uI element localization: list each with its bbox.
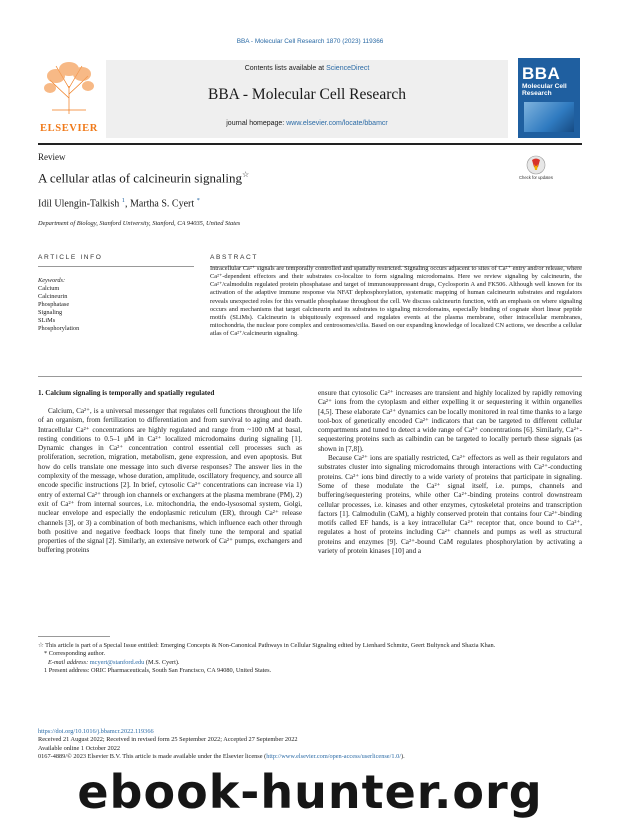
check-for-updates-label: Check for updates (519, 175, 553, 180)
license-line (38, 753, 582, 761)
license-prefix: 0167-4889/© 2023 Elsevier B.V. This article is made available under the Elsevier license ( (38, 752, 267, 760)
author-name[interactable]: Martha S. Cyert (129, 198, 195, 210)
special-issue-footnote: ☆ This article is part of a Special Issue entitled: Emerging Concepts & Non-Canonical Pathways in Cellular Signaling edited by Lienhard Schmitz, Geert Bultynck and Shazia Khan. (38, 642, 496, 649)
cover-abbrev: BBA (522, 64, 561, 83)
email-prefix: E-mail address: (48, 658, 89, 666)
contents-prefix: Contents lists available at (244, 65, 325, 72)
keyword: Phosphatase (38, 301, 70, 308)
elsevier-tree-icon (40, 58, 98, 116)
body-paragraph: Because Ca²⁺ ions are spatially restricted, Ca²⁺ effectors as well as their regulators and substrates cluster into signaling microdomains through interactions with Ca²⁺-conducting proteins. Ca²⁺ ions bind directly to a wide variety of proteins that participate in signaling. Some of these modulate the Ca²⁺ signal itself, i.e. pumps, channels and buffering/sequestering proteins, while other Ca²⁺-binding proteins control downstream cellular processes, i.e. kinases and other enzymes, cytoskeletal proteins and transcription factors [1]. Calmodulin (CaM), a highly conserved protein that contains four Ca²⁺-binding motifs called EF hands, is a key intracellular Ca²⁺ receptor that, once bound to Ca²⁺, regulates a host of proteins including Ca²⁺ channels and pumps as well as structural proteins and enzymes [9]. Ca²⁺-bound CaM regulates phosphorylation by activating a variety of protein kinases [10] and a (318, 454, 582, 556)
license-suffix: ). (400, 752, 405, 760)
keywords-label: Keywords: (38, 277, 66, 284)
body-column-left (38, 407, 302, 556)
keyword: Phosphorylation (38, 325, 80, 332)
corresponding-author-note: * Corresponding author. (44, 650, 106, 658)
email-link[interactable]: mcyert@stanford.edu (89, 658, 145, 666)
present-address-note: 1 Present address: ORIC Pharmaceuticals, South San Francisco, CA 94080, United States. (44, 666, 272, 674)
running-head: BBA - Molecular Cell Research 1870 (2023) 119366 (236, 38, 384, 45)
author-name[interactable]: Idil Ulengin-Talkish (38, 198, 120, 210)
body-paragraph: ensure that cytosolic Ca²⁺ increases are transient and highly localized by rapidly removing Ca²⁺ ions from the cytoplasm and either expelling it or sequestering it within organelles [4,5]. These elaborate Ca²⁺ dynamics can be locally monitored in real time thanks to a large tool-box of genetically encoded Ca²⁺ indicators that can be targeted to different cellular compartments and tuned to detect a wide range of Ca²⁺ concentrations [6]. Similarly, Ca²⁺-sequestering proteins such as calbindin can be targeted to locally perturb these signals (as shown in [7,8]). (318, 389, 582, 453)
journal-cover (518, 58, 580, 138)
cover-title: Molecular Cell Research (522, 83, 567, 98)
footnote-rule (38, 636, 110, 637)
sciencedirect-link[interactable]: ScienceDirect (326, 65, 370, 72)
abstract-bottom-rule (38, 376, 582, 377)
section-heading: 1. Calcium signaling is temporally and spatially regulated (38, 389, 215, 397)
affiliation: Department of Biology, Stanford University, Stanford, CA 94035, United States (38, 220, 241, 227)
doi-link[interactable]: https://doi.org/10.1016/j.bbamcr.2022.119366 (38, 728, 154, 735)
body-paragraph: Calcium, Ca²⁺, is a universal messenger that regulates cell functions throughout the life of an organism, from fertilization to differentiation and from survival to aging and death. Intracellular Ca²⁺ concentrations are highly regulated and range from ~100 nM at basal, resting conditions to 0.5–1 μM in Ca²⁺ localized microdomains during signaling [1]. Dynamic changes in Ca²⁺ concentration control essential cell processes such as proliferation, secretion, migration, metabolism, gene expression, and even apoptosis. But how do cells translate one message into such diverse responses? The answer lies in the complexity of the message, whose duration, amplitude, oscillatory frequency, and source all encode specific instructions [2]. In brief, cytosolic Ca²⁺ concentrations can increase via 1) entry of external Ca²⁺ through ion channels or exchangers at the plasma membrane (PM), 2) exit of Ca²⁺ from internal sources, i.e. mitochondria, the endo-lysosomal system, Golgi, nuclear envelope and especially the endoplasmic reticulum (ER), through Ca²⁺ release channels [3], or 3) a combination of both mechanisms, which influence each other through both positive and negative feedback loops that finely tune the temporal and spatial properties of the signal [2]. Similarly, an extensive network of Ca²⁺ pumps, exchangers and buffering proteins (38, 407, 302, 555)
watermark: ebook-hunter.org (77, 765, 543, 819)
available-online: Available online 1 October 2022 (38, 744, 121, 752)
homepage-link[interactable]: www.elsevier.com/locate/bbamcr (286, 120, 388, 127)
article-info-heading: ARTICLE INFO (38, 254, 103, 261)
author-footnote-mark[interactable]: 1 (121, 197, 125, 204)
keyword: Signaling (38, 309, 63, 316)
article-title (38, 170, 249, 186)
publication-details (38, 728, 582, 761)
masthead-rule (38, 143, 582, 145)
article-type: Review (38, 152, 66, 162)
keyword: Calcineurin (38, 293, 68, 300)
keyword: SLiMs (38, 317, 56, 324)
journal-title: BBA - Molecular Cell Research (207, 86, 406, 103)
cover-image (524, 102, 574, 132)
elsevier-wordmark: ELSEVIER (40, 123, 98, 134)
abstract-heading: ABSTRACT (210, 254, 258, 261)
homepage-line (106, 120, 508, 127)
footnotes (38, 642, 582, 675)
contents-line (106, 65, 508, 72)
license-link[interactable]: http://www.elsevier.com/open-access/userlicense/1.0/ (266, 752, 401, 760)
article-title-text: A cellular atlas of calcineurin signaling (38, 170, 242, 186)
corresponding-author-mark[interactable]: * (196, 197, 200, 204)
abstract-text: Intracellular Ca²⁺ signals are temporally controlled and spatially restricted. Signaling occurs adjacent to sites of Ca²⁺ entry and/or release, where Ca²⁺-dependent effectors and their substrates co-localize to form signaling microdomains. Here we review signaling by calcineurin, the Ca²⁺/calmodulin regulated protein phosphatase and target of immunosuppressant drugs, Cyclosporin A and FK506. Although well known for its activation of the adaptive immune response via NFAT dephosphorylation, systematic mapping of human calcineurin substrates and regulators reveals unexpected roles for this versatile phosphatase throughout the cell. We discuss calcineurin function, with an emphasis on where signaling occurs and mechanisms that target calcineurin and its substrates to signaling microdomains, especially binding of cognate short linear peptide motifs (SLiMs). Calcineurin is ubiquitously expressed and regulates events at the plasma membrane, other intracellular membranes, mitochondria, the nuclear pore complex and centrosomes/cilia. Based on our expanding knowledge of localized CN actions, we describe a cellular atlas of Ca²⁺/calcineurin signaling. (210, 265, 582, 338)
title-footnote-mark[interactable]: ☆ (241, 170, 250, 179)
homepage-prefix: journal homepage: (226, 120, 285, 127)
body-column-right (318, 389, 582, 556)
email-suffix: (M.S. Cyert). (145, 658, 180, 666)
keyword: Calcium (38, 285, 60, 292)
article-info-rule (38, 266, 194, 267)
elsevier-logo (38, 58, 100, 134)
received-dates: Received 21 August 2022; Received in revised form 25 September 2022; Accepted 27 September 2022 (38, 736, 298, 744)
author-separator: , (124, 198, 128, 210)
author-list (38, 197, 200, 209)
email-note (38, 659, 582, 667)
